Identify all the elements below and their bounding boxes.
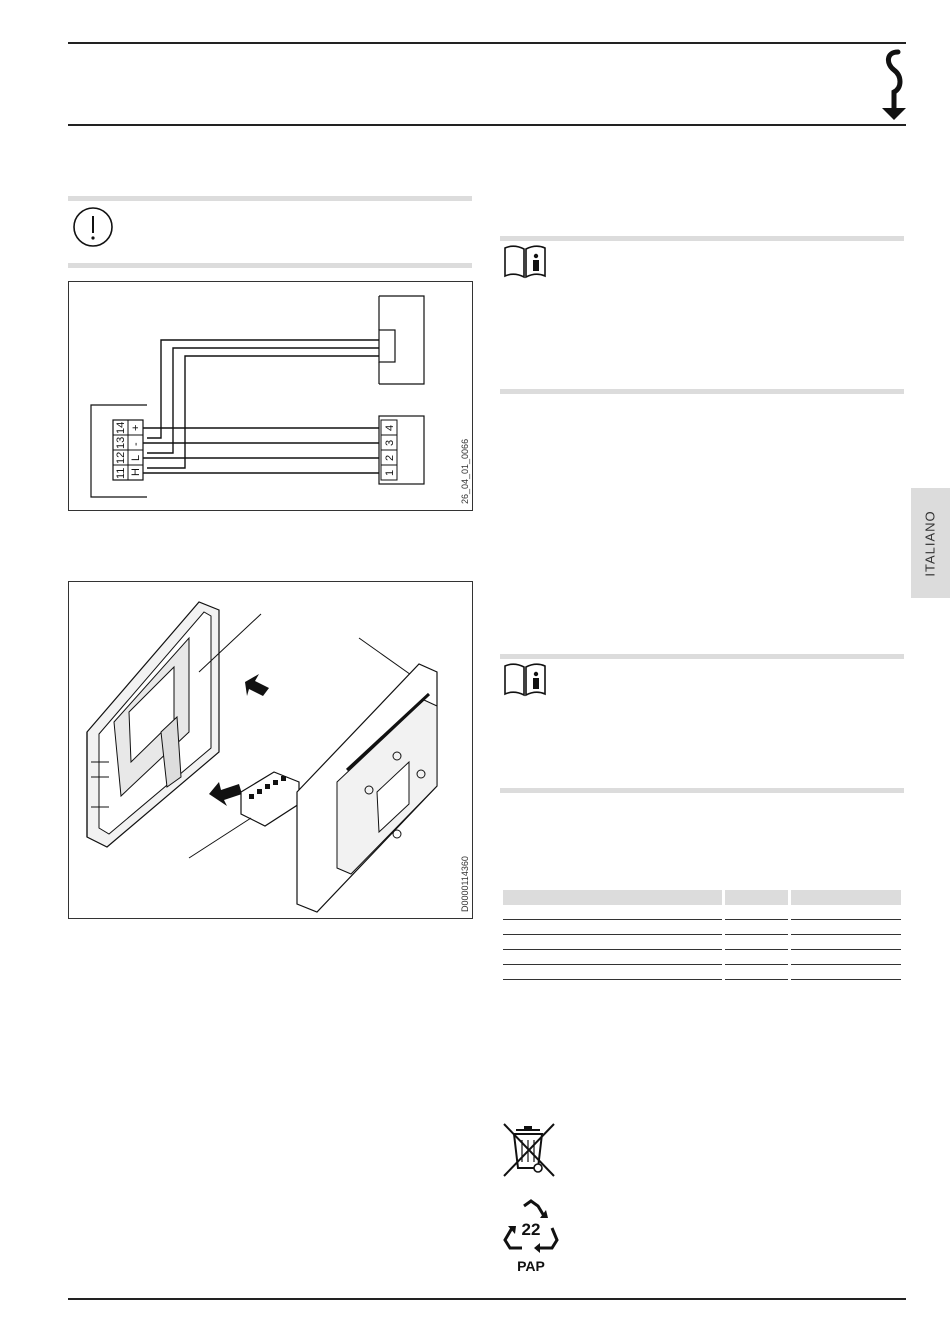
connector-number: 4	[384, 424, 396, 431]
recycling-material-code: PAP	[517, 1258, 545, 1274]
header-top-rule	[68, 42, 906, 44]
connector-number: 3	[384, 439, 396, 446]
info-bottom-bar-1	[500, 389, 904, 394]
terminal-number: 11	[115, 467, 127, 479]
mounting-illustration	[69, 582, 472, 918]
info-bottom-bar-2	[500, 788, 904, 793]
language-tab[interactable]	[911, 488, 950, 598]
terminal-number: 12	[115, 451, 127, 464]
footer-rule	[68, 1298, 906, 1300]
table-row	[503, 965, 901, 980]
info-top-bar-1	[500, 236, 904, 241]
table-row	[503, 920, 901, 935]
wiring-diagram	[69, 282, 472, 510]
manual-info-icon	[502, 244, 548, 280]
manual-info-icon	[502, 662, 548, 698]
exclamation-circle-icon	[72, 206, 114, 248]
mounting-figure	[68, 581, 473, 919]
info-top-bar-2	[500, 654, 904, 659]
warning-top-bar	[68, 196, 472, 201]
mounting-figure-code: D0000114360	[460, 856, 470, 912]
header-bottom-rule	[68, 124, 906, 126]
terminal-number: 13	[115, 436, 127, 449]
connector-number: 2	[384, 454, 396, 461]
language-tab-label: ITALIANO	[923, 509, 938, 577]
table-row	[503, 935, 901, 950]
table-row	[503, 905, 901, 920]
crossed-bin-icon	[500, 1120, 558, 1180]
brand-arrow-icon	[876, 46, 910, 124]
data-table	[500, 890, 904, 980]
terminal-signal: +	[130, 424, 142, 431]
terminal-signal: L	[130, 454, 142, 461]
wiring-diagram-figure	[68, 281, 473, 511]
connector-number: 1	[384, 469, 396, 476]
recycling-number: 22	[521, 1220, 541, 1239]
terminal-signal: -	[130, 442, 142, 446]
table-header-row	[503, 890, 901, 905]
wiring-figure-code: 26_04_01_0066	[460, 438, 470, 504]
terminal-signal: H	[130, 468, 142, 476]
table-row	[503, 950, 901, 965]
warning-bottom-bar	[68, 263, 472, 268]
terminal-number: 14	[115, 421, 127, 434]
